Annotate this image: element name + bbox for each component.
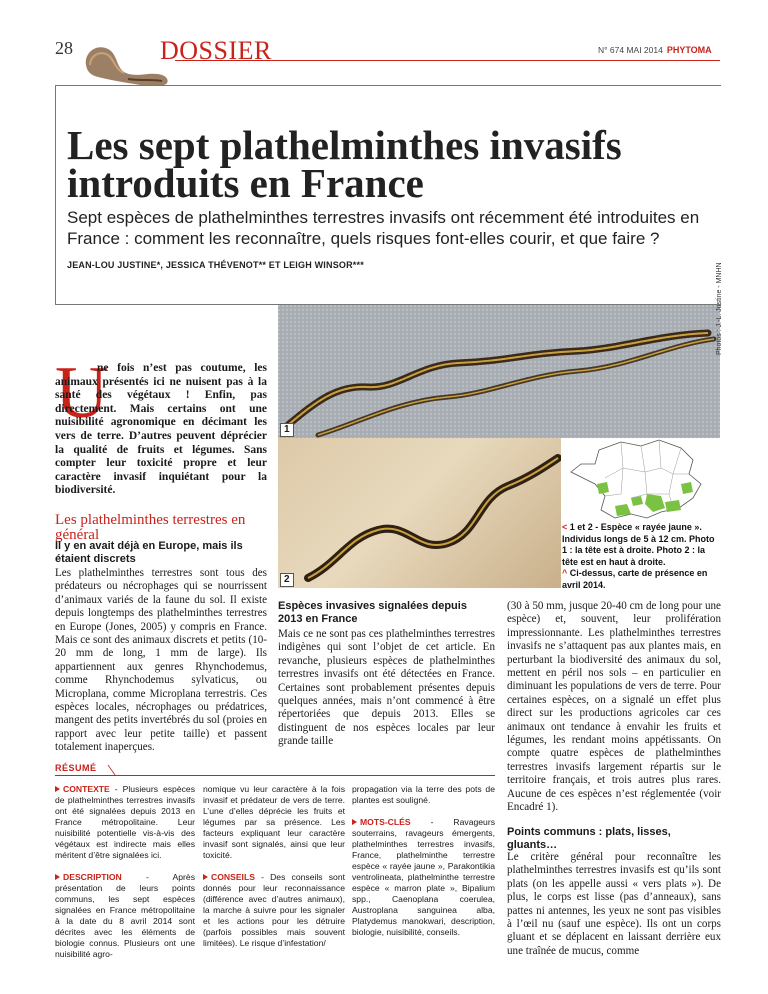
flatworm-photo-2 [278,438,561,588]
section-label: DOSSIER [160,36,272,65]
resume-keyword-contexte: CONTEXTE [63,784,110,794]
resume-column-1 [55,784,195,960]
header-rule [175,60,720,61]
photo-flatworm-1 [278,305,720,438]
body-column-2: Mais ce ne sont pas ces plathelminthes terrestres indigènes qui sont l’objet de cet article. En revanche, plusieurs espèces de plathelminthes terrestres invasifs ont été détectées en France. Certaines sont probablement présentes depuis quelques années, mais n’ont commencé à être répertoriées que depuis 2013. Elles se distinguent de nos espèces locales par leur grande taille [278,628,495,748]
bullet-triangle-icon [55,786,60,792]
resume-tab-edge [107,765,125,775]
photo-label-1: 1 [280,423,294,437]
section-subheading: Il y en avait déjà en Europe, mais ils étaient discrets [55,540,243,565]
arrow-left-icon: < [562,522,568,532]
resume-col2-text: nomique vu leur caractère à la fois invasif et prédateur de vers de terre. L’une d’elles déprécie les fruits et légumes par sa présence. Les facteurs expliquant leur caractère invasif sont signalés, ainsi que leur toxicité. [203,784,345,860]
resume-keyword-description: DESCRIPTION [63,872,122,882]
resume-label: RÉSUMÉ [55,763,97,773]
page-number: 28 [55,38,73,58]
resume-rule [55,775,495,776]
flatworm-photo-1 [278,305,720,438]
resume-keyword-motscles: MOTS-CLÉS [360,817,411,827]
dropcap: U [55,352,109,434]
body-column-3-continued: Le critère général pour reconnaître les plathelminthes terrestres invasifs est qu’ils sont plats (on les appelle aussi « vers plats »). De plus, le corps est lisse (pas d’anneaux), sans pattes ni antennes, les yeux ne sont pas visibles à l’œil nu (sauf une espèce). Ils ont un corps gluant et se déplacent en laissant derrière eux une traînée de mucus, comme [507,851,721,957]
subtitle: Sept espèces de plathelminthes terrestres invasifs ont récemment été introduites en France : comment les reconnaître, quels risques font-elles courir, et que faire ? [67,208,700,248]
photo-flatworm-2 [278,438,561,588]
caption-map-text: Ci-dessus, carte de présence en avril 2014. [562,568,708,590]
authors: JEAN-LOU JUSTINE*, JESSICA THÉVENOT** ET LEIGH WINSOR*** [67,260,364,270]
intro-paragraph [55,352,267,498]
caption-text: 1 et 2 - Espèce « rayée jaune ». Individus longs de 5 à 12 cm. Photo 1 : la tête est à droite. Photo 2 : la tête est en haut à droite. [562,522,715,567]
issue-info [598,45,712,55]
bullet-triangle-icon [55,874,60,880]
magazine-name: PHYTOMA [666,45,712,55]
page-title: Les sept plathelminthes invasifs introduits en France [67,122,622,206]
body-column-3: (30 à 50 mm, jusque 20-40 cm de long pour une espèce) et, souvent, leur prolifération impressionnante. Les plathelminthes terrestres invasifs ne s’attaquent pas aux plantes mais, en perturbant la biodiversité des animaux du sol, mettent en péril nos sols – en particulier en diminuant les populations de vers de terre. Pour certaines espèces, on a signalé un effet plus direct sur les productions agricoles car ces animaux ont tendance à envahir les fruits et légumes, les rendant moins appétissants. On compte quatre espèces de plathelminthes terrestres invasifs largement répartis sur le territoire français, et trois autres plus rares. Aucune de ces espèces n’est réglementée (voir Encadré 1). [507,600,721,814]
resume-motscles-text: - Ravageurs souterrains, ravageurs émergents, plathelminthes terrestres invasifs, France, plathelminthe terrestre espèce « rayée jaune », Parakontikia ventrolineata, plathelminthe terrestre espèce « marron plate », Bipalium spp., Caenoplana coerulea, Austroplana sanguinea alba, Platydemus manokwari, description, biologie, nuisibilité, conseils. [352,817,495,937]
resume-column-2 [203,784,345,949]
body-column-1: Les plathelminthes terrestres sont tous des prédateurs ou nécrophages qui se nourrissent d’animaux variés de la faune du sol. Il existe depuis longtemps des plathelminthes terrestres en Europe (Jones, 2005) y compris en France. Mais ce sont des animaux discrets et petits (10-20 mm de long, 1 mm de large). Ils appartiennent aux genres Rhynchodemus, comme Rhynchodemus sylvaticus, ou Microplana, comme Microplana terrestris. Ces espèces locales, nécrophages ou prédatrices, mangent des petits invertébrés du sol (proies en rapport avec leur petite taille) et passent totalement inaperçues. [55,567,267,754]
section-heading: Les plathelminthes terrestres en général [55,512,246,543]
photo-credit: Photos : J.-L. Justine - MNHN [716,262,723,355]
france-presence-map [561,438,720,520]
resume-description-text: - Après présentation de leurs points communs, les sept espèces signalées en France métropolitaine à la date du 8 avril 2014 sont décrites avec les éléments de biologie connus. Plusieurs ont une nuisibilité agro- [55,872,195,959]
resume-conseils-text: - Des conseils sont donnés pour leur reconnaissance (différence avec d’autres animaux), la marche à suivre pour les signaler et les actions pour les détruire (parfois possibles mais souvent limitées). Le risque d’infestation/ [203,872,345,948]
france-map-image [561,438,720,520]
section3-heading: Points communs : plats, lisses, gluants… [507,826,671,851]
resume-column-3 [352,784,495,938]
intro-text: ne fois n’est pas coutume, les animaux présentés ici ne nuisent pas à la santé des végétaux ! Enfin, pas directement. Mais certains ont une nuisibilité agronomique en décimant les vers de terre. D’autres peuvent déprécier la qualité de fruits et légumes. Sans compter leur toxicité propre et leur caractère invasif inquiétant pour la biodiversité. [55,362,267,497]
photo-label-2: 2 [280,573,294,587]
section2-heading: Espèces invasives signalées depuis 2013 en France [278,600,467,625]
issue-number: N° 674 MAI 2014 [598,45,663,55]
resume-col3-text: propagation via la terre des pots de plantes est souligné. [352,784,495,805]
photo-caption [562,522,722,591]
resume-contexte-text: - Plusieurs espèces de plathelminthes terrestres invasifs ont été signalées depuis 2013 en France métropolitaine. Leur nuisibilité potentielle vis-à-vis des végétaux est indirecte mais elles méritent d’être signalées ici. [55,784,195,860]
arrow-up-icon: ^ [562,568,568,578]
bullet-triangle-icon [352,819,357,825]
resume-keyword-conseils: CONSEILS [211,872,255,882]
bullet-triangle-icon [203,874,208,880]
